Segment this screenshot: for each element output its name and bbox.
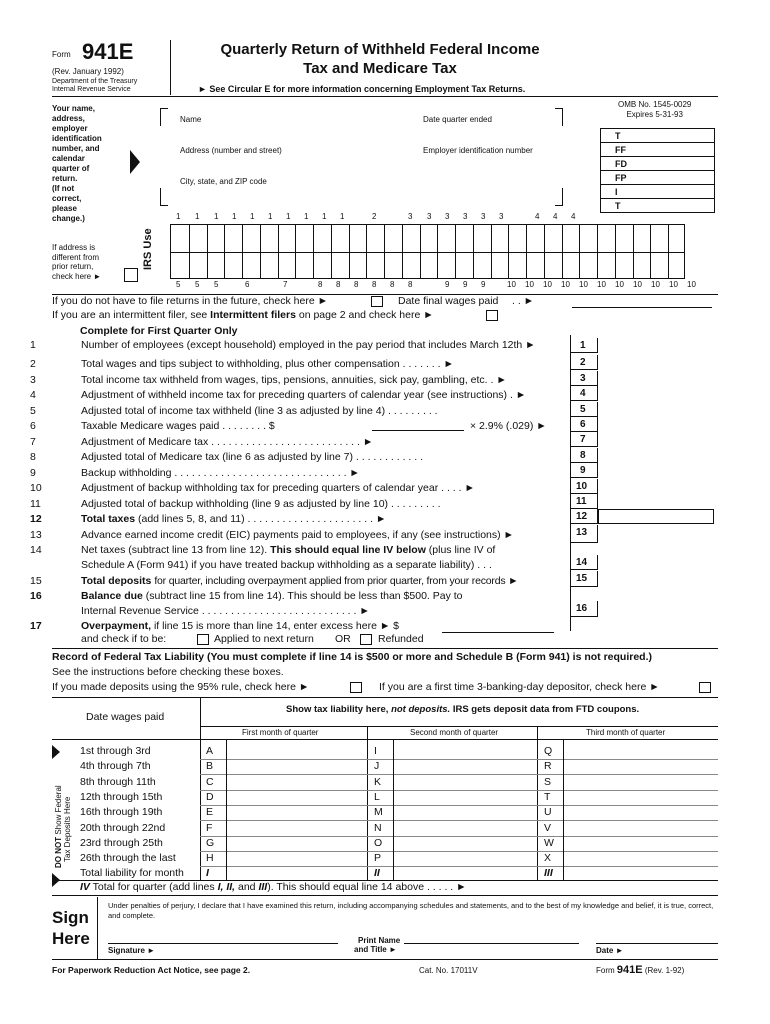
top-tick: 1 [304,212,309,221]
paperwork-notice: For Paperwork Reduction Act Notice, see page 2. [52,965,251,975]
top-tick: 3 [445,212,450,221]
ledger-row-line [200,790,718,791]
liability-cell-label[interactable]: G [206,836,215,849]
liability-cell-label[interactable]: X [544,852,552,865]
liability-cell-label[interactable]: N [374,821,382,834]
signature-line[interactable] [108,943,338,944]
date-line[interactable] [596,943,718,944]
first-month-header: First month of quarter [242,728,319,737]
line-14-text: Net taxes (subtract line 13 from line 12). [81,544,268,556]
top-tick: 3 [481,212,486,221]
ledger-col-divider [393,739,394,880]
side-label-line: correct, [52,194,82,203]
intermittent-text-end: on page 2 and check here ► [298,309,434,321]
third-month-header: Third month of quarter [586,728,666,737]
show-a: Show tax liability here, [286,704,389,715]
do-not-show-deposits-label [54,785,72,868]
side-label-line: employer [52,124,88,133]
iv-and: and [238,881,256,893]
refunded-checkbox[interactable] [360,634,372,645]
sign-here-label [52,907,90,949]
show-c: IRS gets deposit data from FTD coupons. [452,704,640,715]
top-tick: 1 [322,212,327,221]
side-label-line: Your name, [52,104,95,113]
line-2-number-box[interactable]: 2 [570,355,598,370]
medicare-wages-input[interactable] [372,430,464,431]
irs-use-label: IRS Use [142,228,154,270]
first-time-depositor-checkbox[interactable] [699,682,711,693]
top-tick: 3 [463,212,468,221]
omb-number [618,100,691,120]
liability-cell-label[interactable]: E [206,806,214,819]
side-label-line: identification [52,134,102,143]
tax-deposits-here: Tax Deposits Here [63,796,72,862]
first-time-depositor-label: If you are a first time 3-banking-day depositor, check here ► [379,681,660,693]
liability-cell-label[interactable]: F [206,821,213,834]
top-tick: 4 [571,212,576,221]
arrow-icon [52,745,60,759]
line-16-continuation: Internal Revenue Service . . . . . . . . . . . . . . . . . . . . . . . . . . . ► [81,605,370,617]
dots: . . ► [512,295,535,307]
do-not: DO NOT [54,836,63,868]
line-7-text: Adjustment of Medicare tax . . . . . . . . . . . . . . . . . . . . . . . . . . ► [81,435,374,448]
irs-code-5[interactable]: T [601,199,714,213]
line-12-bold: Total taxes [81,513,136,525]
identification-side-label [52,104,102,224]
iv-text: Total for quarter (add lines [92,881,215,893]
ledger-row-line [200,866,718,867]
top-tick: 1 [268,212,273,221]
line-5-number-box[interactable]: 5 [570,402,598,417]
ledger-row-line [200,805,718,806]
period-label: 20th through 22nd [80,821,166,834]
bottom-tick: 7 [283,280,288,289]
liability-cell-label[interactable]: H [206,852,214,865]
footer-revision: (Rev. 1-92) [644,966,685,975]
overpayment-input[interactable] [442,632,554,633]
name-field[interactable]: Name [180,115,202,124]
footer-form-label: Form [596,966,615,975]
liability-cell-label[interactable]: V [544,821,552,834]
period-label: 23rd through 25th [80,836,163,849]
line-14-text-end: (plus line IV of [428,544,496,556]
name-title-line[interactable] [404,943,579,944]
line-11-text: Adjusted total of backup withholding (line 9 as adjusted by line 10) . . . . . . . . . [81,497,441,510]
line-12-text: (add lines 5, 8, and 11) . . . . . . . . . . . . . . . . . . . . . . ► [138,513,387,525]
line-17-check-text: and check if to be: [81,633,167,645]
ledger-row-line [200,774,718,775]
liability-cell-label[interactable]: O [374,836,383,849]
line-4-number-box[interactable]: 4 [570,386,598,401]
signature-label: Signature ► [108,946,156,955]
or-label: OR [335,633,351,645]
period-label: 4th through 7th [80,760,151,773]
address-change-line: If address is [52,243,96,252]
intermittent-filer-checkbox[interactable] [486,310,498,321]
irs-code-0[interactable]: T [601,129,714,143]
side-label-line: address, [52,114,85,123]
top-tick: 1 [286,212,291,221]
liability-cell-label[interactable]: L [374,790,380,803]
line-3-text: Total income tax withheld from wages, tips, pensions, annuities, sick pay, gambling, etc. . ► [81,373,507,386]
no-future-returns-checkbox[interactable] [371,296,383,307]
corner-mark [160,108,168,126]
period-label: 1st through 3rd [80,745,151,757]
line-10-text: Adjustment of backup withholding tax for preceding quarters of calendar year . . . . ► [81,482,475,494]
line-8-text: Adjusted total of Medicare tax (line 6 as adjusted by line 7) . . . . . . . . . . . . [81,451,423,463]
form-number: 941E [82,39,134,64]
line-8-number-box[interactable]: 8 [570,448,598,463]
period-label: 26th through the last [80,852,176,865]
line-6-text: Taxable Medicare wages paid . . . . . . . . $ [81,420,275,432]
bottom-tick: 9 [463,280,468,289]
side-label-line: calendar [52,154,85,163]
bottom-tick: 8 [318,280,323,289]
address-change-checkbox[interactable] [124,268,138,282]
here-word: Here [52,929,90,948]
liability-cell-label[interactable]: A [206,745,214,757]
bottom-tick: 10 [543,280,552,289]
line-14-bold: This should equal line IV below [270,544,426,556]
date-final-wages-line[interactable] [572,307,712,308]
line-12-number-box[interactable]: 12 [570,509,598,524]
line-5-text: Adjusted total of income tax withheld (line 3 as adjusted by line 4) . . . . . . . . . [81,404,438,417]
address-field[interactable]: Address (number and street) [180,146,282,155]
bottom-tick: 8 [390,280,395,289]
bottom-tick: 9 [481,280,486,289]
side-label-line: change.) [52,214,85,223]
date-label: Date ► [596,946,624,955]
liability-cell-label[interactable]: M [374,806,383,819]
agency: Internal Revenue Service [52,86,131,93]
department: Department of the Treasury [52,78,138,85]
top-tick: 1 [195,212,200,221]
top-tick: 1 [250,212,255,221]
side-label-line: please [52,204,77,213]
applied-next-return-label: Applied to next return [214,633,314,645]
side-label-line: number, and [52,144,100,153]
city-state-zip-field[interactable]: City, state, and ZIP code [180,177,267,186]
show-liability-header [286,704,639,715]
ledger-col-divider [226,739,227,880]
line-16-bold: Balance due [81,590,143,602]
line-1-text: Number of employees (except household) employed in the pay period that includes March 12th ► [81,339,536,351]
liability-cell-label[interactable]: P [374,852,382,865]
liability-cell-label[interactable]: I [374,745,377,757]
title-line-1: Quarterly Return of Withheld Federal Income [220,41,540,58]
bottom-tick: 10 [633,280,642,289]
line-17-bold: Overpayment, [81,620,152,632]
liability-cell-label[interactable]: Q [544,745,553,757]
liability-cell-label[interactable]: B [206,760,214,773]
form-label: Form [52,50,71,59]
sign-word: Sign [52,908,89,927]
line-15-bold: Total deposits [81,574,152,587]
line-10-number-box[interactable]: 10 [570,479,598,494]
line-6-number-box[interactable]: 6 [570,417,598,432]
liability-cell-label[interactable]: C [206,775,214,788]
corner-mark [555,188,563,206]
footer-form-number: 941E [616,964,643,976]
form-title [185,40,575,78]
top-tick: 4 [553,212,558,221]
no-future-returns-label: If you do not have to file returns in the future, check here ► [52,295,328,307]
irs-code-1[interactable]: FF [601,143,714,157]
bottom-tick: 5 [214,280,219,289]
top-tick: 3 [408,212,413,221]
ledger-row-line [200,836,718,837]
side-label-line: return. [52,174,78,183]
liability-cell-label[interactable]: R [544,760,552,773]
liability-cell-label[interactable]: III [544,867,553,880]
bottom-tick: 8 [372,280,377,289]
liability-cell-label[interactable]: K [374,775,382,788]
line-14-number-box[interactable]: 14 [570,555,598,570]
show-b: not deposits. [391,704,451,715]
line-4-text: Adjustment of withheld income tax for preceding quarters of calendar year (see instructions) . ► [81,389,527,401]
corner-mark [160,188,168,206]
side-label-line: quarter of [52,164,90,173]
liability-cell-label[interactable]: D [206,790,214,803]
bottom-tick: 8 [408,280,413,289]
intermittent-bold: Intermittent filers [210,309,296,321]
period-label: Total liability for month [80,867,184,880]
period-label: 12th through 15th [80,790,163,803]
print-name: Print Name [358,936,401,945]
date-wages-paid-header: Date wages paid [86,711,165,723]
line-15-number-box[interactable]: 15 [570,571,598,587]
bottom-tick: 10 [651,280,660,289]
bottom-tick: 10 [597,280,606,289]
date-quarter-ended-field[interactable]: Date quarter ended [423,115,492,124]
liability-cell-label[interactable]: W [544,836,554,849]
line-11-number-box[interactable]: 11 [570,494,598,509]
address-change-line: prior return, [52,262,94,271]
record-instructions: See the instructions before checking these boxes. [52,666,284,678]
line-9-text: Backup withholding . . . . . . . . . . . . . . . . . . . . . . . . . . . . . . ► [81,466,360,479]
irs-code-4[interactable]: I [601,185,714,199]
intermittent-filer-label [52,309,434,321]
iv-lines: I, II, [217,881,236,893]
line-14-continuation: Schedule A (Form 941) if you have treated backup withholding as a separate liability) . . . [81,559,492,571]
catalog-number: Cat. No. 17011V [419,966,478,975]
circular-note: ► See Circular E for more information concerning Employment Tax Returns. [198,84,526,94]
iv-label: IV [80,881,90,893]
irs-use-grid [170,224,685,279]
first-quarter-heading: Complete for First Quarter Only [80,325,238,337]
ledger-row-line [200,759,718,760]
line-15-text: for quarter, including overpayment applied from prior quarter, from your records ► [154,574,519,587]
and-title: and Title ► [354,945,397,954]
bottom-tick: 10 [579,280,588,289]
corner-mark [555,108,563,126]
applied-next-return-checkbox[interactable] [197,634,209,645]
bottom-tick: 10 [561,280,570,289]
date-final-wages-label: Date final wages paid [398,295,499,307]
liability-cell-label[interactable]: II [374,867,380,880]
title-line-2: Tax and Medicare Tax [303,60,457,77]
show-federal: Show Federal [54,785,63,835]
line-12-amount-box[interactable] [598,509,714,524]
revision-date: (Rev. January 1992) [52,67,124,76]
pointer-arrow-icon [130,150,140,174]
record-heading: Record of Federal Tax Liability (You must complete if line 14 is $500 or more and Schedule B (Form 941) is not required.) [52,651,653,663]
address-change-label [52,243,101,281]
top-tick: 3 [499,212,504,221]
iv-text-end: ). This should equal line 14 above . . . . . ► [267,881,467,893]
period-label: 16th through 19th [80,806,163,819]
irs-code-3[interactable]: FP [601,171,714,185]
address-change-line: check here ► [52,271,102,281]
side-label-line: (If not [52,184,75,193]
ledger-row-line [200,820,718,821]
line-16-text: (subtract line 15 from line 14). This should be less than $500. Pay to [145,590,463,602]
line-16-number-box[interactable]: 16 [570,601,598,617]
line-1-number-box[interactable]: 1 [570,338,598,353]
liability-cell-label[interactable]: T [544,790,551,803]
irs-grid-mid [171,252,684,253]
address-change-line: different from [52,252,99,262]
line-13-text: Advance earned income credit (EIC) payments paid to employees, if any (see instructions) ► [81,528,514,541]
bottom-tick: 5 [195,280,200,289]
top-tick: 1 [176,212,181,221]
line-7-number-box[interactable]: 7 [570,432,598,447]
line-3-number-box[interactable]: 3 [570,371,598,386]
top-tick: 1 [232,212,237,221]
omb-expires: Expires 5-31-93 [626,110,683,119]
line-9-number-box[interactable]: 9 [570,463,598,478]
bottom-tick: 10 [525,280,534,289]
ledger-col-divider [563,739,564,880]
top-tick: 1 [214,212,219,221]
line-13-number-box[interactable]: 13 [570,525,598,543]
second-month-header: Second month of quarter [410,728,499,737]
irs-code-box [600,128,715,213]
bottom-tick: 9 [445,280,450,289]
top-tick: 2 [372,212,377,221]
bottom-tick: 10 [615,280,624,289]
bottom-tick: 10 [687,280,696,289]
liability-cell-label[interactable]: S [544,775,552,788]
omb-line: OMB No. 1545-0029 [618,100,692,109]
liability-cell-label[interactable]: I [206,867,209,880]
bottom-tick: 5 [176,280,181,289]
bottom-tick: 8 [354,280,359,289]
bottom-tick: 10 [669,280,678,289]
print-name-label [354,936,400,954]
irs-code-2[interactable]: FD [601,157,714,171]
iv-line-iii: III [258,881,268,893]
total-quarter-line [80,881,467,893]
ledger-row-line [200,851,718,852]
top-tick: 3 [427,212,432,221]
top-tick: 4 [535,212,540,221]
top-tick: 1 [340,212,345,221]
liability-cell-label[interactable]: U [544,806,552,819]
bottom-tick: 10 [507,280,516,289]
footer-form-id [596,964,684,976]
bottom-tick: 8 [336,280,341,289]
liability-cell-label[interactable]: J [374,760,380,773]
rule-95-checkbox[interactable] [350,682,362,693]
ein-field[interactable]: Employer identification number [423,146,533,155]
line-6-rate: × 2.9% (.029) ► [470,420,547,432]
period-label: 8th through 11th [80,775,156,788]
rule-95-label: If you made deposits using the 95% rule, check here ► [52,681,310,693]
line-2-text: Total wages and tips subject to withholding, plus other compensation . . . . . . . ► [81,358,454,370]
perjury-statement: Under penalties of perjury, I declare that I have examined this return, including accompanying schedules and statements, and to the best of my knowledge and belief, it is true, correct, and complete. [108,901,714,920]
intermittent-text: If you are an intermittent filer, see [52,309,208,321]
line-17-text: if line 15 is more than line 14, enter excess here ► $ [153,620,399,632]
bottom-tick: 6 [245,280,250,289]
refunded-label: Refunded [378,633,424,645]
